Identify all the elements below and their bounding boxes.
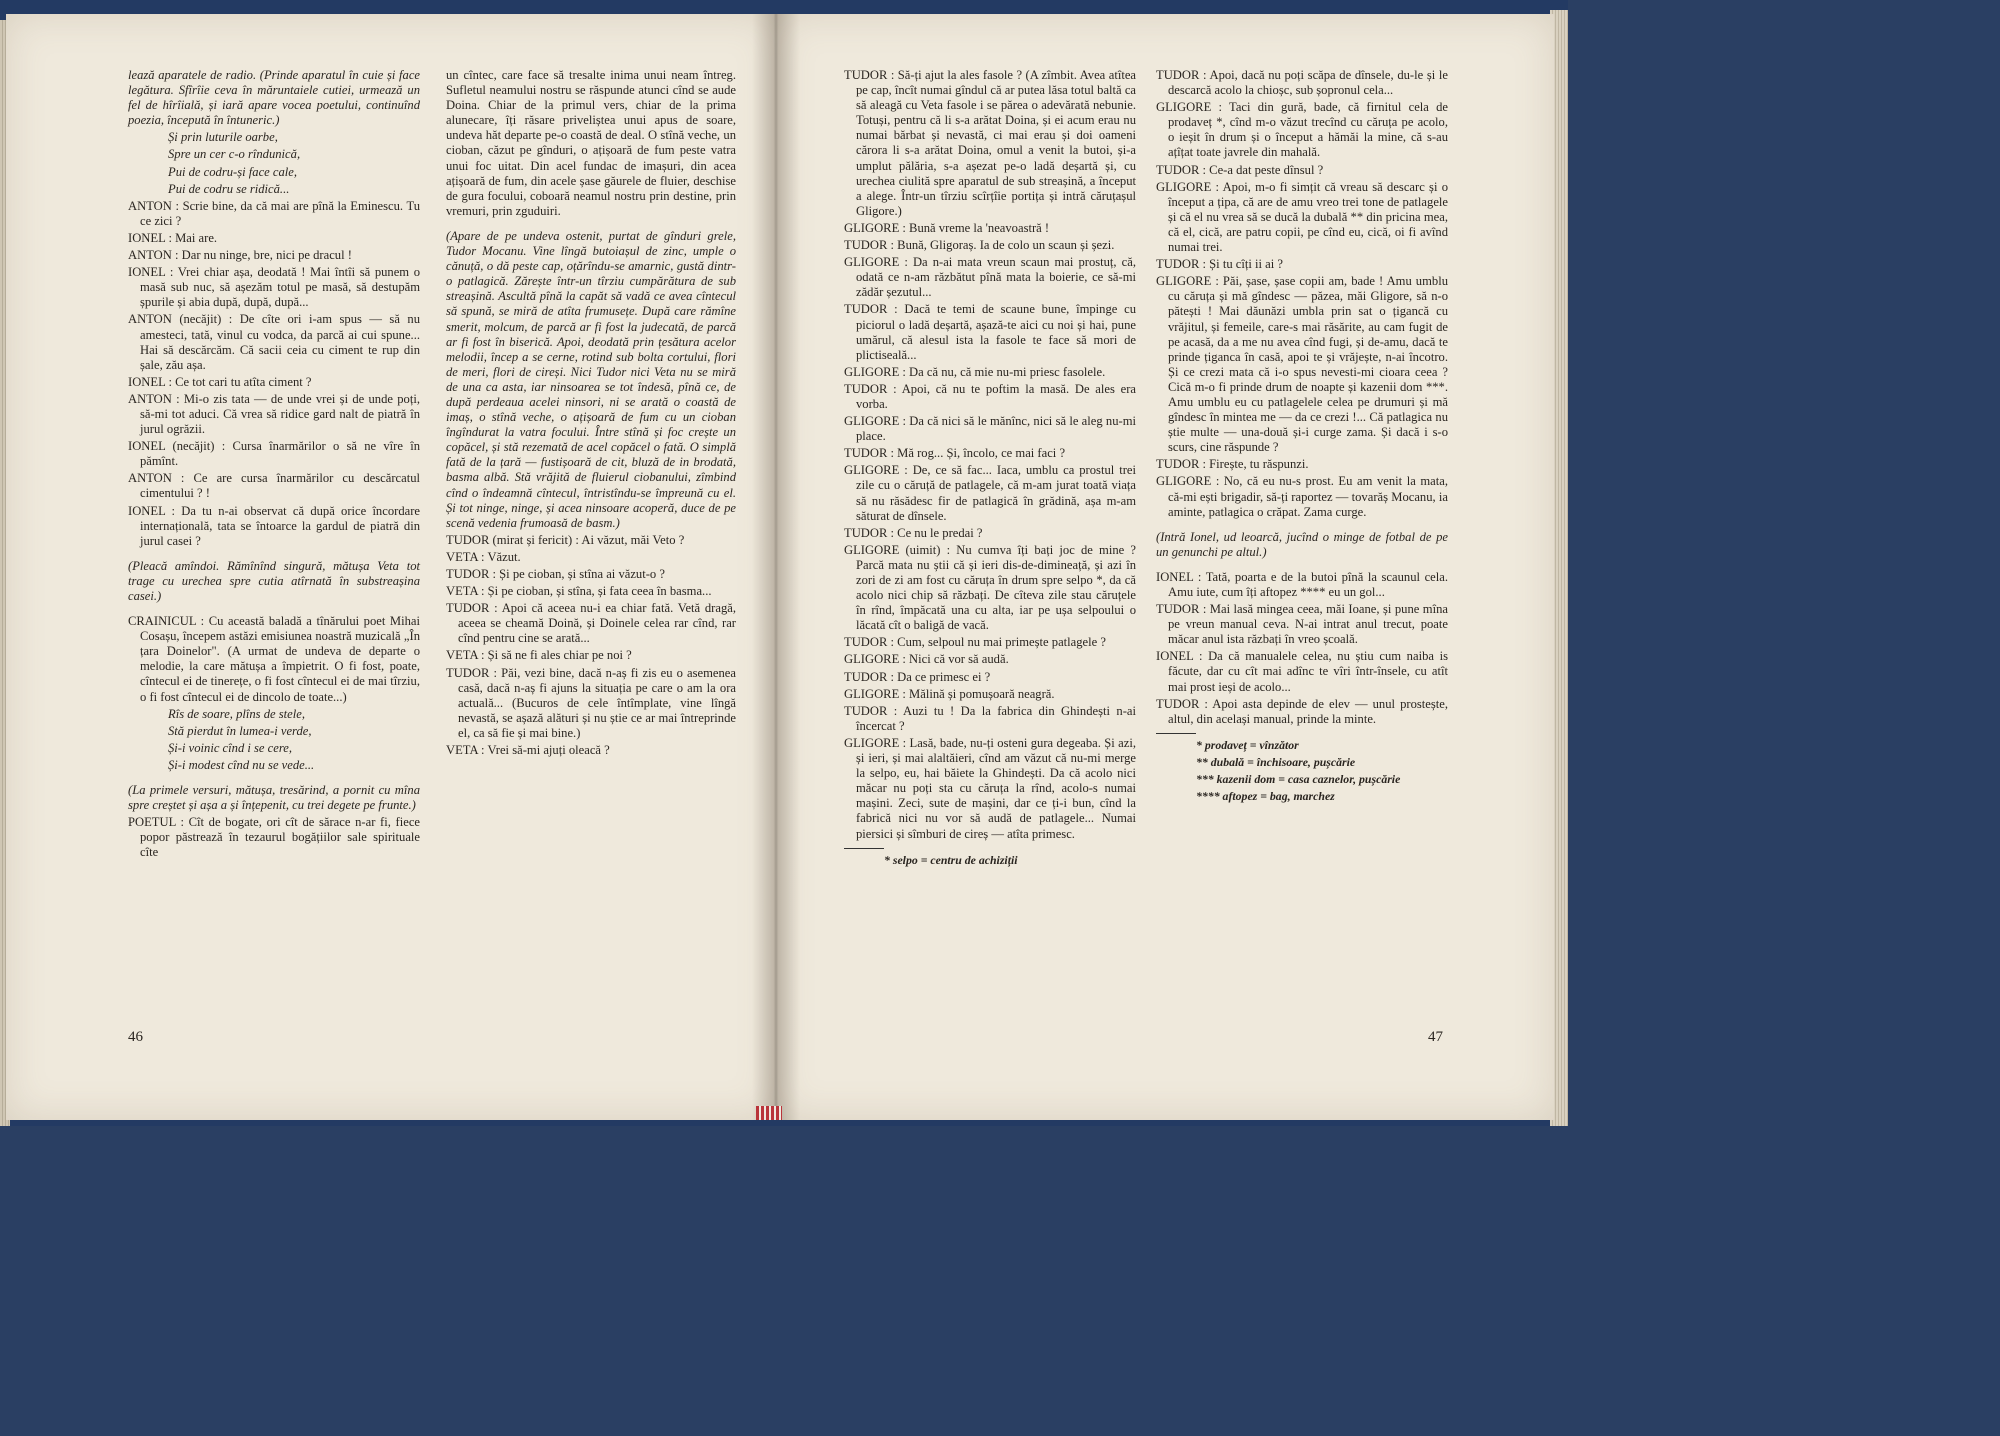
dialogue-line: VETA : Vrei să-mi ajuți oleacă ? <box>446 743 610 758</box>
left-page-column-2 <box>446 68 736 760</box>
page-number-left: 46 <box>128 1029 143 1045</box>
dialogue-line: IONEL : Da că manualele celea, nu știu cum naiba is făcute, dar cu cît mai adînc te vîri într-însele, cu atît mai prost ieși de acolo... <box>1156 649 1448 694</box>
verse-line: Pui de codru-și face cale, <box>168 164 298 179</box>
verse-line: Și prin luturile oarbe, <box>168 130 278 145</box>
bookmark-ribbon <box>756 1106 782 1120</box>
dialogue-line: TUDOR : Cum, selpoul nu mai primește patlagele ? <box>844 635 1106 650</box>
book-gutter <box>752 14 800 1120</box>
dialogue-line: POETUL : Cît de bogate, ori cît de sărace n-ar fi, fiece popor păstrează în tezaurul bogățiilor sale spirituale cîte <box>128 815 420 860</box>
stage-direction: (Pleacă amîndoi. Rămînînd singură, mătușa Veta tot trage cu urechea spre cutia atîrnată în substreașina casei.) <box>128 558 420 603</box>
dialogue-line: ANTON (necăjit) : De cîte ori i-am spus — să nu amesteci, tată, vinul cu vodca, da parcă ai cui spune... Hai să descărcăm. Că sacii ceia cu ciment te rup din șale, zău așa. <box>128 312 420 372</box>
dialogue-line: ANTON : Ce are cursa înarmărilor cu descărcatul cimentului ? ! <box>128 471 420 501</box>
dialogue-line: IONEL : Mai are. <box>128 230 218 245</box>
dialogue-line: CRAINICUL : Cu această baladă a tînărului poet Mihai Cosașu, începem astăzi emisiunea noastră muzicală „În țara Doinelor". (A urmat de undeva de departe o melodie, la care mătușa a împietrit. O fi fost, poate, cîntecul ei de tinerețe, o fi fost cîntecul ei de mai tîrziu, o fi fost cîntecul ei de dincolo de toate...) <box>128 614 420 704</box>
dialogue-line: GLIGORE : Da că nu, că mie nu-mi priesc fasolele. <box>844 364 1106 379</box>
paragraph: un cîntec, care face să tresalte inima unui neam întreg. Sufletul neamului nostru se răspunde atunci cînd se aude Doina. Chiar de la primul vers, chiar de la prima alunecare, îți răsare priveliștea unui apus de soare, undeva hăt departe pe-o coastă de deal. O stînă veche, un cioban, căzut pe gînduri, o ațișoară de fum peste vatra unui foc uitat. Din acel fundac de imașuri, din acea ațișoară de fum, din acele șase găurele de fluier, deschise de gura focului, coboară neamul nostru prin destine, prin vremuri, prin zguduiri. <box>446 68 736 218</box>
dialogue-line: ANTON : Dar nu ninge, bre, nici pe dracul ! <box>128 248 352 263</box>
dialogue-line: IONEL : Ce tot cari tu atîta ciment ? <box>128 374 312 389</box>
dialogue-line: GLIGORE : De, ce să fac... Iaca, umblu ca prostul trei zile cu o căruță de patlagele, că m-am jurat toată viața să nu răsădesc fir de patlagică în grădină, așa m-am săturat de dînsele. <box>844 463 1136 523</box>
dialogue-line: VETA : Și pe cioban, și stîna, și fata ceea în basma... <box>446 584 712 599</box>
verse-line: Și-i modest cînd nu se vede... <box>168 757 315 772</box>
left-page-column-1 <box>128 68 420 863</box>
dialogue-line: TUDOR : Ce nu le predai ? <box>844 525 983 540</box>
stage-direction: (La primele versuri, mătușa, tresărind, a pornit cu mîna spre creștet și așa a și înțepenit, cu trei degete pe frunte.) <box>128 783 420 813</box>
dialogue-line: GLIGORE : Taci din gură, bade, că firnitul cela de prodaveț *, cînd m-o văzut trecînd cu căruța pe acolo, o ieșit în drum și o început a hămăi la mine, că s-au ațîțat toate javrele din mahală. <box>1156 100 1448 160</box>
dialogue-line: VETA : Văzut. <box>446 549 521 564</box>
dialogue-line: TUDOR (mirat și fericit) : Ai văzut, măi Veto ? <box>446 532 685 547</box>
footnote: ** dubală = închisoare, pușcărie <box>1196 754 1356 769</box>
verse-line: Și-i voinic cînd i se cere, <box>168 740 293 755</box>
stage-direction: lează aparatele de radio. (Prinde aparatul în cuie și face legătura. Sfîrîie ceva în măruntaiele cutiei, urmează un fel de hîrîială, și iară apare vocea poetului, continuînd poezia, începută în întuneric.) <box>128 68 420 128</box>
dialogue-line: TUDOR : Mă rog... Și, încolo, ce mai faci ? <box>844 446 1066 461</box>
dialogue-line: TUDOR : Bună, Gligoraș. Ia de colo un scaun și șezi. <box>844 238 1115 253</box>
verse-line: Pui de codru se ridică... <box>168 181 290 196</box>
dialogue-line: GLIGORE (uimit) : Nu cumva îți bați joc de mine ? Parcă mata nu știi că și ieri dis-de-dimineață, și azi în zori de zi am fost cu căruța în drum spre selpo *, da că acolo nici chip să răzbați. De cîteva zile stau căruțele în rînd, împăcată una cu alta, iar pe ușa selpoului o lăcată cît o baligă de vacă. <box>844 542 1136 633</box>
dialogue-line: TUDOR : Ce-a dat peste dînsul ? <box>1156 162 1324 177</box>
footnote: **** aftopez = bag, marchez <box>1196 789 1335 804</box>
dialogue-line: GLIGORE : No, că eu nu-s prost. Eu am venit la mata, că-mi ești brigadir, să-ți raportez — tovarăș Mocanu, ia aminte, patlagica o crăpat. Zama curge. <box>1156 474 1448 519</box>
dialogue-line: TUDOR : Da ce primesc ei ? <box>844 669 991 684</box>
dialogue-line: ANTON : Mi-o zis tata — de unde vrei și de unde poți, să-mi tot aduci. Că vrea să ridice gard nalt de piatră în jurul ogrăzii. <box>128 391 420 437</box>
footnote: * prodaveț = vînzător <box>1196 737 1299 752</box>
right-page-column-1 <box>844 68 1136 870</box>
dialogue-line: ANTON : Scrie bine, da că mai are pînă la Eminescu. Tu ce zici ? <box>128 198 420 228</box>
dialogue-line: GLIGORE : Nici că vor să audă. <box>844 652 1009 667</box>
dialogue-line: IONEL : Tată, poarta e de la butoi pînă la scaunul cela. Amu iute, cum îți aftopez **** eu un gol... <box>1156 569 1448 599</box>
dialogue-line: GLIGORE : Apoi, m-o fi simțit că vreau să descarc și o început a țipa, că are de amu vreo trei tone de patlagele și că el nu vrea să se ducă la dubală ** din pricina mea, că el, cică, are patru copii, pe cînd eu, cică, oi fi avînd numai trei. <box>1156 179 1448 255</box>
footnote: *** kazenii dom = casa caznelor, pușcărie <box>1196 772 1401 787</box>
dialogue-line: GLIGORE : Lasă, bade, nu-ți osteni gura degeaba. Și azi, și ieri, și mai alaltăieri, cînd am văzut că nu-mi merge la selpo, eu, hai băiete la Ghindești. Da că acolo nici măcar nu poți sta cu căruța la rînd, acolo-s numai mașini. Zeci, sute de mașini, dar ce ți-i bun, cînd la fabrică nici nu vor să audă de patlagele... Numai piersici și sîmburi de cireș — atîta primesc. <box>844 735 1136 841</box>
dialogue-line: TUDOR : Și tu cîți ii ai ? <box>1156 257 1283 272</box>
dialogue-line: IONEL : Vrei chiar așa, deodată ! Mai întîi să punem o masă sub nuc, să așezăm totul pe masă, să destupăm șpurile și abia după, după, după... <box>128 265 420 310</box>
footnote-rule <box>844 848 884 849</box>
dialogue-line: GLIGORE : Da n-ai mata vreun scaun mai prostuț, că, odată ce n-am răzbătut pînă mata la boierie, ce să-mi zădăr șezutul... <box>844 255 1136 300</box>
dialogue-line: TUDOR : Păi, vezi bine, dacă n-aș fi zis eu o asemenea casă, dacă n-aș fi ajuns la situația pe care o am la ora actuală... (Bucuros de cele întîmplate, vine lîngă nevastă, se așază alături și nu știe ce ar mai întreprinde el, ca să fie și mai bine.) <box>446 665 736 740</box>
dialogue-line: VETA : Și să ne fi ales chiar pe noi ? <box>446 648 632 663</box>
dialogue-line: GLIGORE : Mălină și pomușoară neagră. <box>844 686 1055 701</box>
dialogue-line: TUDOR : Apoi asta depinde de elev — unul prostește, altul, din același manual, prinde la minte. <box>1156 696 1448 726</box>
footnote: * selpo = centru de achiziții <box>884 852 1018 867</box>
dialogue-line: IONEL : Da tu n-ai observat că după orice încordare internațională, tata se întoarce la gardul de piatră din jurul casei ? <box>128 503 420 548</box>
verse-line: Spre un cer c-o rîndunică, <box>168 147 301 162</box>
dialogue-line: IONEL (necăjit) : Cursa înarmărilor o să ne vîre în pămînt. <box>128 439 420 469</box>
dialogue-line: TUDOR : Apoi, dacă nu poți scăpa de dînsele, du-le și le descarcă acolo la chioșc, sub șopronul cela... <box>1156 68 1448 98</box>
dialogue-line: GLIGORE : Bună vreme la 'neavoastră ! <box>844 220 1050 235</box>
stage-direction: (Intră Ionel, ud leoarcă, jucînd o minge de fotbal de pe un genunchi pe altul.) <box>1156 529 1448 559</box>
page-number-right: 47 <box>1428 1029 1443 1045</box>
footnote-rule <box>1156 733 1196 734</box>
dialogue-line: TUDOR : Să-ți ajut la ales fasole ? (A zîmbit. Avea atîtea pe cap, încît numai gîndul că ar putea lăsa totul baltă ca să aleagă cu Veta fasole i se părea o adevărată nebunie. Totuși, pentru că li s-a arătat Doina, și ei acum erau nu numai bărbat și nevastă, ci mai erau și doi oameni cărora li s-a arătat Doina, omul a venit la butoi, și-a umplut pălăria, s-a așezat pe-o ladă deșartă și, cu urechea ciulită spre aparatul de sub streașină, a început a alege. Într-un tîrziu scîrțîie portița și intră căruțașul Gligore.) <box>844 68 1136 218</box>
dialogue-line: TUDOR : Și pe cioban, și stîna ai văzut-o ? <box>446 567 665 581</box>
dialogue-line: TUDOR : Dacă te temi de scaune bune, împinge cu piciorul o ladă deșartă, așază-te aici cu noi și hai, pune umărul, că alesul ista la fasole te face să mori de plictiseală... <box>844 302 1136 362</box>
verse-line: Rîs de soare, plîns de stele, <box>168 706 305 721</box>
verse-line: Stă pierdut în lumea-i verde, <box>168 723 312 738</box>
dialogue-line: TUDOR : Apoi, că nu te poftim la masă. De ales era vorba. <box>844 381 1136 411</box>
right-page-column-2 <box>1156 68 1448 806</box>
dialogue-line: TUDOR : Apoi că aceea nu-i ea chiar fată. Vetă dragă, aceea se cheamă Doină, și Doinele celea rar cînd, rar cînd pentru cine se arată... <box>446 601 736 646</box>
dialogue-line: GLIGORE : Păi, șase, șase copii am, bade ! Amu umblu cu căruța și mă gîndesc — păzea, măi Gligore, să n-o pătești ! Mai dăunăzi umbla prin sat o țigancă cu vrăjitul, și femeile, care-s mai răsărite, au cam fugit de pe acasă, da a me nu avea cînd fugi, și de-amu, dacă te prinde țiganca în casă, apoi te și vrăjește, n-ai încotro. Și ce crezi mata că i-o spus nevesti-mi cioara ceea ? Cică m-o fi prinde drum de noapte și kazenii dom ***. Amu umblu eu cu patlagelele celea pe drumuri și mă gîndesc în mintea me — da ce crezi !... Că patlagica nu știe multe — una-două și-i curge zama. Și dacă i s-o scurs, cine răspunde ? <box>1156 274 1448 455</box>
dialogue-line: TUDOR : Mai lasă mingea ceea, măi Ioane, și pune mîna pe vreun manual ceva. N-ai intrat anul trecut, poate măcar anul ista răzbați în vreo școală. <box>1156 602 1448 647</box>
dialogue-line: TUDOR : Auzi tu ! Da la fabrica din Ghindești n-ai încercat ? <box>844 703 1136 733</box>
stage-direction: (Apare de pe undeva ostenit, purtat de gînduri grele, Tudor Mocanu. Vine lîngă butoiașul de zinc, umple o cănuță, o dă peste cap, oțărîndu-se amarnic, gustă dintr-o patlagică. Zărește într-un tîrziu cumpărătura de sub streașină. Ascultă pînă la capăt să vadă ce avea cîntecul să spună, se miră de atîta frumusețe. După care rămîne smerit, molcum, de parcă ar fi fost la judecată, de parcă ar fi fost în biserică. Apoi, deodată prin țesătura acelor melodii, încep a se cerne, rotind sub bolta cortului, flori de meri, flori de cireși. Nici Tudor nici Veta nu se miră de una ca asta, iar ninsoarea se tot îndesă, pînă ce, de după perdeaua acelei ninsori, ni se arată o coastă de imaș, o stînă veche, o ațișoară de fum cu un cioban îngîndurat la vatra focului. Între stînă și foc crește un copăcel, și stă rezemată de acel copăcel o fată. O simplă fată de la țară — fustișoară de cit, bluză de in brodată, basma albă. Stă vrăjită de fluierul ciobanului, zîmbind cînd o îndeamnă cîntecul, întristîndu-se împreună cu el. Și tot ninge, ninge, și acea ninsoare acoperă, duce de pe scenă vedenia frumoasă de basm.) <box>446 228 736 530</box>
dialogue-line: TUDOR : Firește, tu răspunzi. <box>1156 457 1309 472</box>
dialogue-line: GLIGORE : Da că nici să le mănînc, nici să le aleg nu-mi place. <box>844 414 1136 444</box>
